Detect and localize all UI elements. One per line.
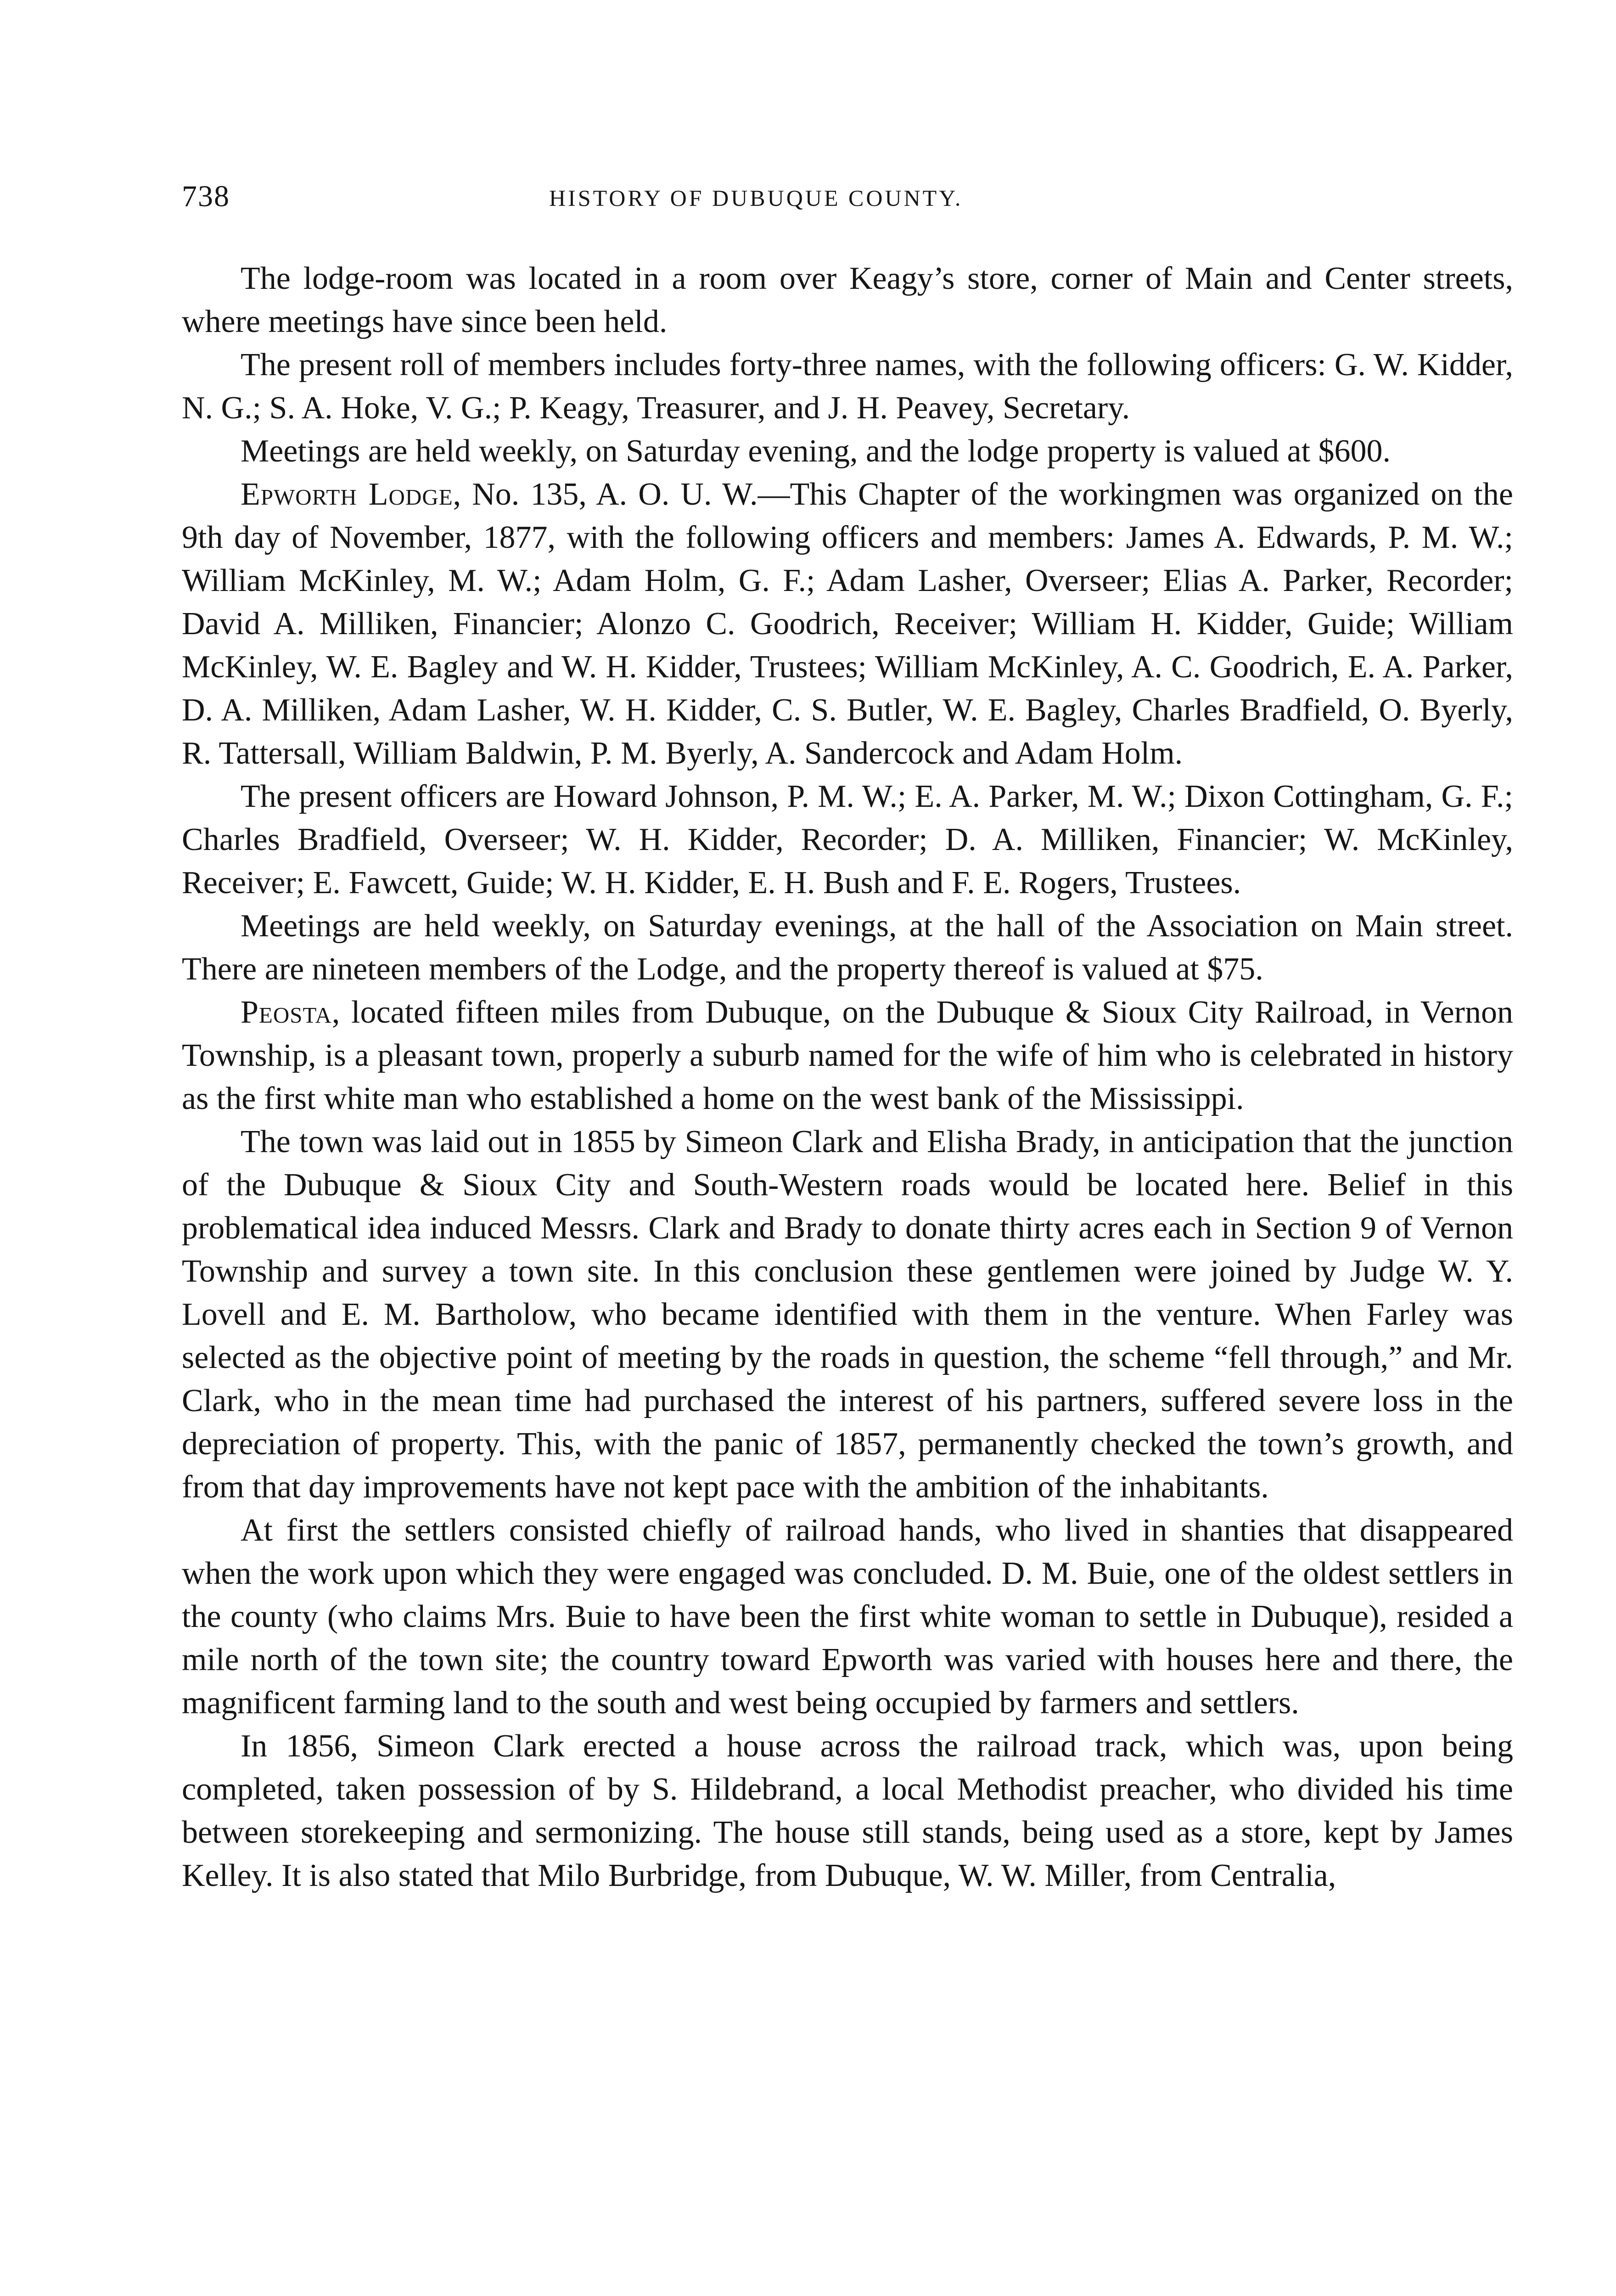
section-lead-peosta: Peosta: [241, 995, 332, 1030]
paragraph-lodge-meetings: [182, 430, 1513, 473]
running-title: HISTORY OF DUBUQUE COUNTY.: [549, 185, 963, 211]
paragraph-text: At first the settlers consisted chiefly of railroad hands, who lived in shanties that disappeared when the work upon which they were engaged was concluded. D. M. Buie, one of the oldest settlers in the county (who claims Mrs. Buie to have been the first white woman to settle in Dubuque), resided a mile north of the town site; the country toward Epworth was varied with houses here and there, the magnificent farming land to the south and west being occupied by farmers and settlers.: [182, 1513, 1513, 1721]
paragraph-text: , No. 135, A. O. U. W.—This Chapter of the workingmen was organized on the 9th day of November, 1877, with the following officers and members: James A. Edwards, P. M. W.; William McKinley, M. W.; Adam Holm, G. F.; Adam Lasher, Overseer; Elias A. Parker, Recorder; David A. Milliken, Financier; Alonzo C. Goodrich, Receiver; William H. Kidder, Guide; William McKinley, W. E. Bagley and W. H. Kidder, Trustees; William McKinley, A. C. Goodrich, E. A. Parker, D. A. Milliken, Adam Lasher, W. H. Kidder, C. S. Butler, W. E. Bagley, Charles Bradfield, O. Byerly, R. Tattersall, William Baldwin, P. M. Byerly, A. Sandercock and Adam Holm.: [182, 477, 1513, 771]
paragraph-text: , located fifteen miles from Dubuque, on the Dubuque & Sioux City Railroad, in Vernon Township, is a pleasant town, properly a suburb named for the wife of him who is celebrated in history as the first white man who established a home on the west bank of the Mississippi.: [182, 995, 1513, 1116]
document-page: [182, 174, 1513, 1897]
paragraph-peosta: [182, 991, 1513, 1120]
page-number: 738: [182, 180, 230, 213]
paragraph-text: In 1856, Simeon Clark erected a house across the railroad track, which was, upon being completed, taken possession of by S. Hildebrand, a local Methodist preacher, who divided his time between storekeeping and sermonizing. The house still stands, being used as a store, kept by James Kelley. It is also stated that Milo Burbridge, from Dubuque, W. W. Miller, from Centralia,: [182, 1728, 1513, 1893]
section-lead-epworth-lodge: Epworth Lodge: [241, 477, 453, 512]
paragraph-text: The present officers are Howard Johnson, P. M. W.; E. A. Parker, M. W.; Dixon Cottingham, G. F.; Charles Bradfield, Overseer; W. H. Kidder, Recorder; D. A. Milliken, Financier; W. McKinley, Receiver; E. Fawcett, Guide; W. H. Kidder, E. H. Bush and F. E. Rogers, Trustees.: [182, 779, 1513, 900]
paragraph-members-roll: [182, 343, 1513, 430]
body-text: [182, 257, 1513, 1897]
paragraph-present-officers: [182, 775, 1513, 905]
paragraph-text: The lodge-room was located in a room over Keagy’s store, corner of Main and Center streets, where meetings have since been held.: [182, 261, 1513, 339]
paragraph-association-meetings: [182, 905, 1513, 991]
paragraph-text: The town was laid out in 1855 by Simeon Clark and Elisha Brady, in anticipation that the junction of the Dubuque & Sioux City and South-Western roads would be located here. Belief in this problematical idea induced Messrs. Clark and Brady to donate thirty acres each in Section 9 of Vernon Township and survey a town site. In this conclusion these gentlemen were joined by Judge W. Y. Lovell and E. M. Bartholow, who became identified with them in the venture. When Farley was selected as the objective point of meeting by the roads in question, the scheme “fell through,” and Mr. Clark, who in the mean time had purchased the interest of his partners, suffered severe loss in the depreciation of property. This, with the panic of 1857, permanently checked the town’s growth, and from that day improvements have not kept pace with the ambition of the inhabitants.: [182, 1124, 1513, 1505]
paragraph-text: Meetings are held weekly, on Saturday evenings, at the hall of the Association on Main street. There are nineteen members of the Lodge, and the property thereof is valued at $75.: [182, 908, 1513, 987]
paragraph-text: The present roll of members includes forty-three names, with the following officers: G. W. Kidder, N. G.; S. A. Hoke, V. G.; P. Keagy, Treasurer, and J. H. Peavey, Secretary.: [182, 347, 1513, 426]
page-header: [182, 174, 1513, 225]
paragraph-clark-house: [182, 1725, 1513, 1897]
paragraph-town-laid-out: [182, 1120, 1513, 1509]
paragraph-epworth-lodge: [182, 473, 1513, 775]
paragraph-text: Meetings are held weekly, on Saturday evening, and the lodge property is valued at $600.: [241, 433, 1391, 469]
paragraph-first-settlers: [182, 1509, 1513, 1725]
paragraph-lodge-room: [182, 257, 1513, 343]
